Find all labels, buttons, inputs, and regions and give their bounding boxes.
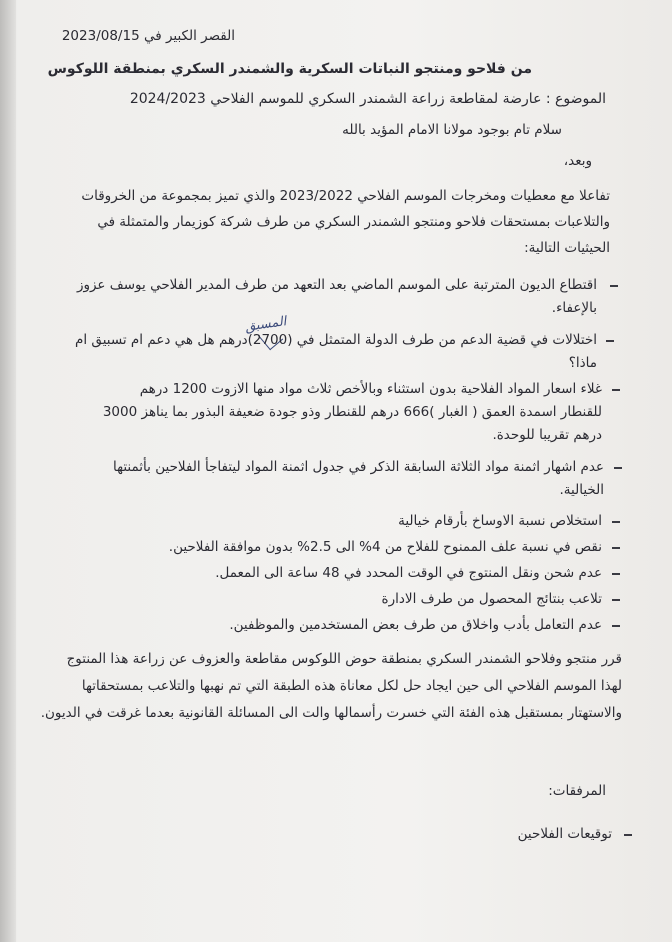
bullet-text: غلاء اسعار المواد الفلاحية بدون استثناء وبالأخص ثلاث مواد منها الازوت 1200 درهم xyxy=(139,381,602,397)
conclusion-line: قرر منتجو وفلاحو الشمندر السكري بمنطقة حوض اللوكوس مقاطعة والعزوف عن زراعة هذا المنتوج xyxy=(66,651,622,667)
bullet-dash xyxy=(612,599,620,601)
bullet-dash xyxy=(614,467,622,469)
sender-line: من فلاحو ومنتجو النباتات السكرية والشمندر السكري بمنطقة اللوكوس xyxy=(47,61,532,77)
conclusion-line: لهذا الموسم الفلاحي الى حين ايجاد حل لكل معاناة هذه الطبقة التي تم نهبها والتلاعب بمستحقاتها xyxy=(81,678,622,694)
greeting-line: سلام تام بوجود مولانا الامام المؤيد بالله xyxy=(342,122,562,138)
bullet-text: اقتطاع الديون المترتبة على الموسم الماضي بعد التعهد من طرف المدير الفلاحي يوسف عزوز xyxy=(76,277,597,293)
place-date: القصر الكبير في 2023/08/15 xyxy=(61,28,235,44)
conclusion-line: والاستهتار بمستقبل هذه الفئة التي خسرت رأسمالها والت الى المسائلة القانونية بعدما غرقت في الديون. xyxy=(40,705,622,721)
bullet-text: عدم التعامل بأدب واخلاق من طرف بعض المستخدمين والموظفين. xyxy=(229,617,602,633)
bullet-text: للقنطار اسمدة العمق ( الغبار )666 درهم للقنطار وذو جودة ضعيفة البذور بما يناهز 3000 xyxy=(102,404,602,420)
bullet-text: عدم اشهار اثمنة مواد الثلاثة السابقة الذكر في جدول اثمنة المواد ليتفاجأ الفلاحين بأثمنتها xyxy=(113,459,604,475)
bullet-text: نقص في نسبة علف الممنوح للفلاح من 4% الى 2.5% بدون موافقة الفلاحين. xyxy=(168,539,602,555)
bullet-text: تلاعب بنتائج المحصول من طرف الادارة xyxy=(381,591,602,607)
attachments-title: المرفقات: xyxy=(548,783,606,799)
handwritten-note: المسبق xyxy=(244,314,288,335)
bullet-dash xyxy=(612,573,620,575)
bullet-dash xyxy=(606,340,614,342)
bullet-text: ماذا؟ xyxy=(568,355,597,371)
bullet-text: عدم شحن ونقل المنتوج في الوقت المحدد في 48 ساعة الى المعمل. xyxy=(215,565,602,581)
bullet-dash xyxy=(610,285,618,287)
after-greeting-line: وبعد، xyxy=(563,153,592,169)
bullet-dash xyxy=(624,834,632,836)
bullet-dash xyxy=(612,389,620,391)
intro-line: والتلاعبات بمستحقات فلاحو ومنتجو الشمندر السكري من طرف شركة كوزيمار والمتمثلة في xyxy=(97,214,610,230)
bullet-text: بالإعفاء. xyxy=(551,300,597,316)
bullet-text: الخيالية. xyxy=(559,482,604,498)
bullet-dash xyxy=(612,547,620,549)
page-crease xyxy=(0,0,16,942)
intro-line: الحيثيات التالية: xyxy=(524,240,610,256)
bullet-dash xyxy=(612,521,620,523)
intro-line: تفاعلا مع معطيات ومخرجات الموسم الفلاحي 2023/2022 والذي تميز بمجموعة من الخروقات xyxy=(81,188,610,204)
bullet-dash xyxy=(612,625,620,627)
subject-line: الموضوع : عارضة لمقاطعة زراعة الشمندر السكري للموسم الفلاحي 2024/2023 xyxy=(129,91,606,107)
attachment-item: توقيعات الفلاحين xyxy=(517,826,612,842)
bullet-text: استخلاص نسبة الاوساخ بأرقام خيالية xyxy=(398,513,602,529)
bullet-text: درهم تقريبا للوحدة. xyxy=(492,427,602,443)
bullet-text: اختلالات في قضية الدعم من طرف الدولة المتمثل في (2700)درهم هل هي دعم ام تسبيق ام xyxy=(75,332,597,348)
